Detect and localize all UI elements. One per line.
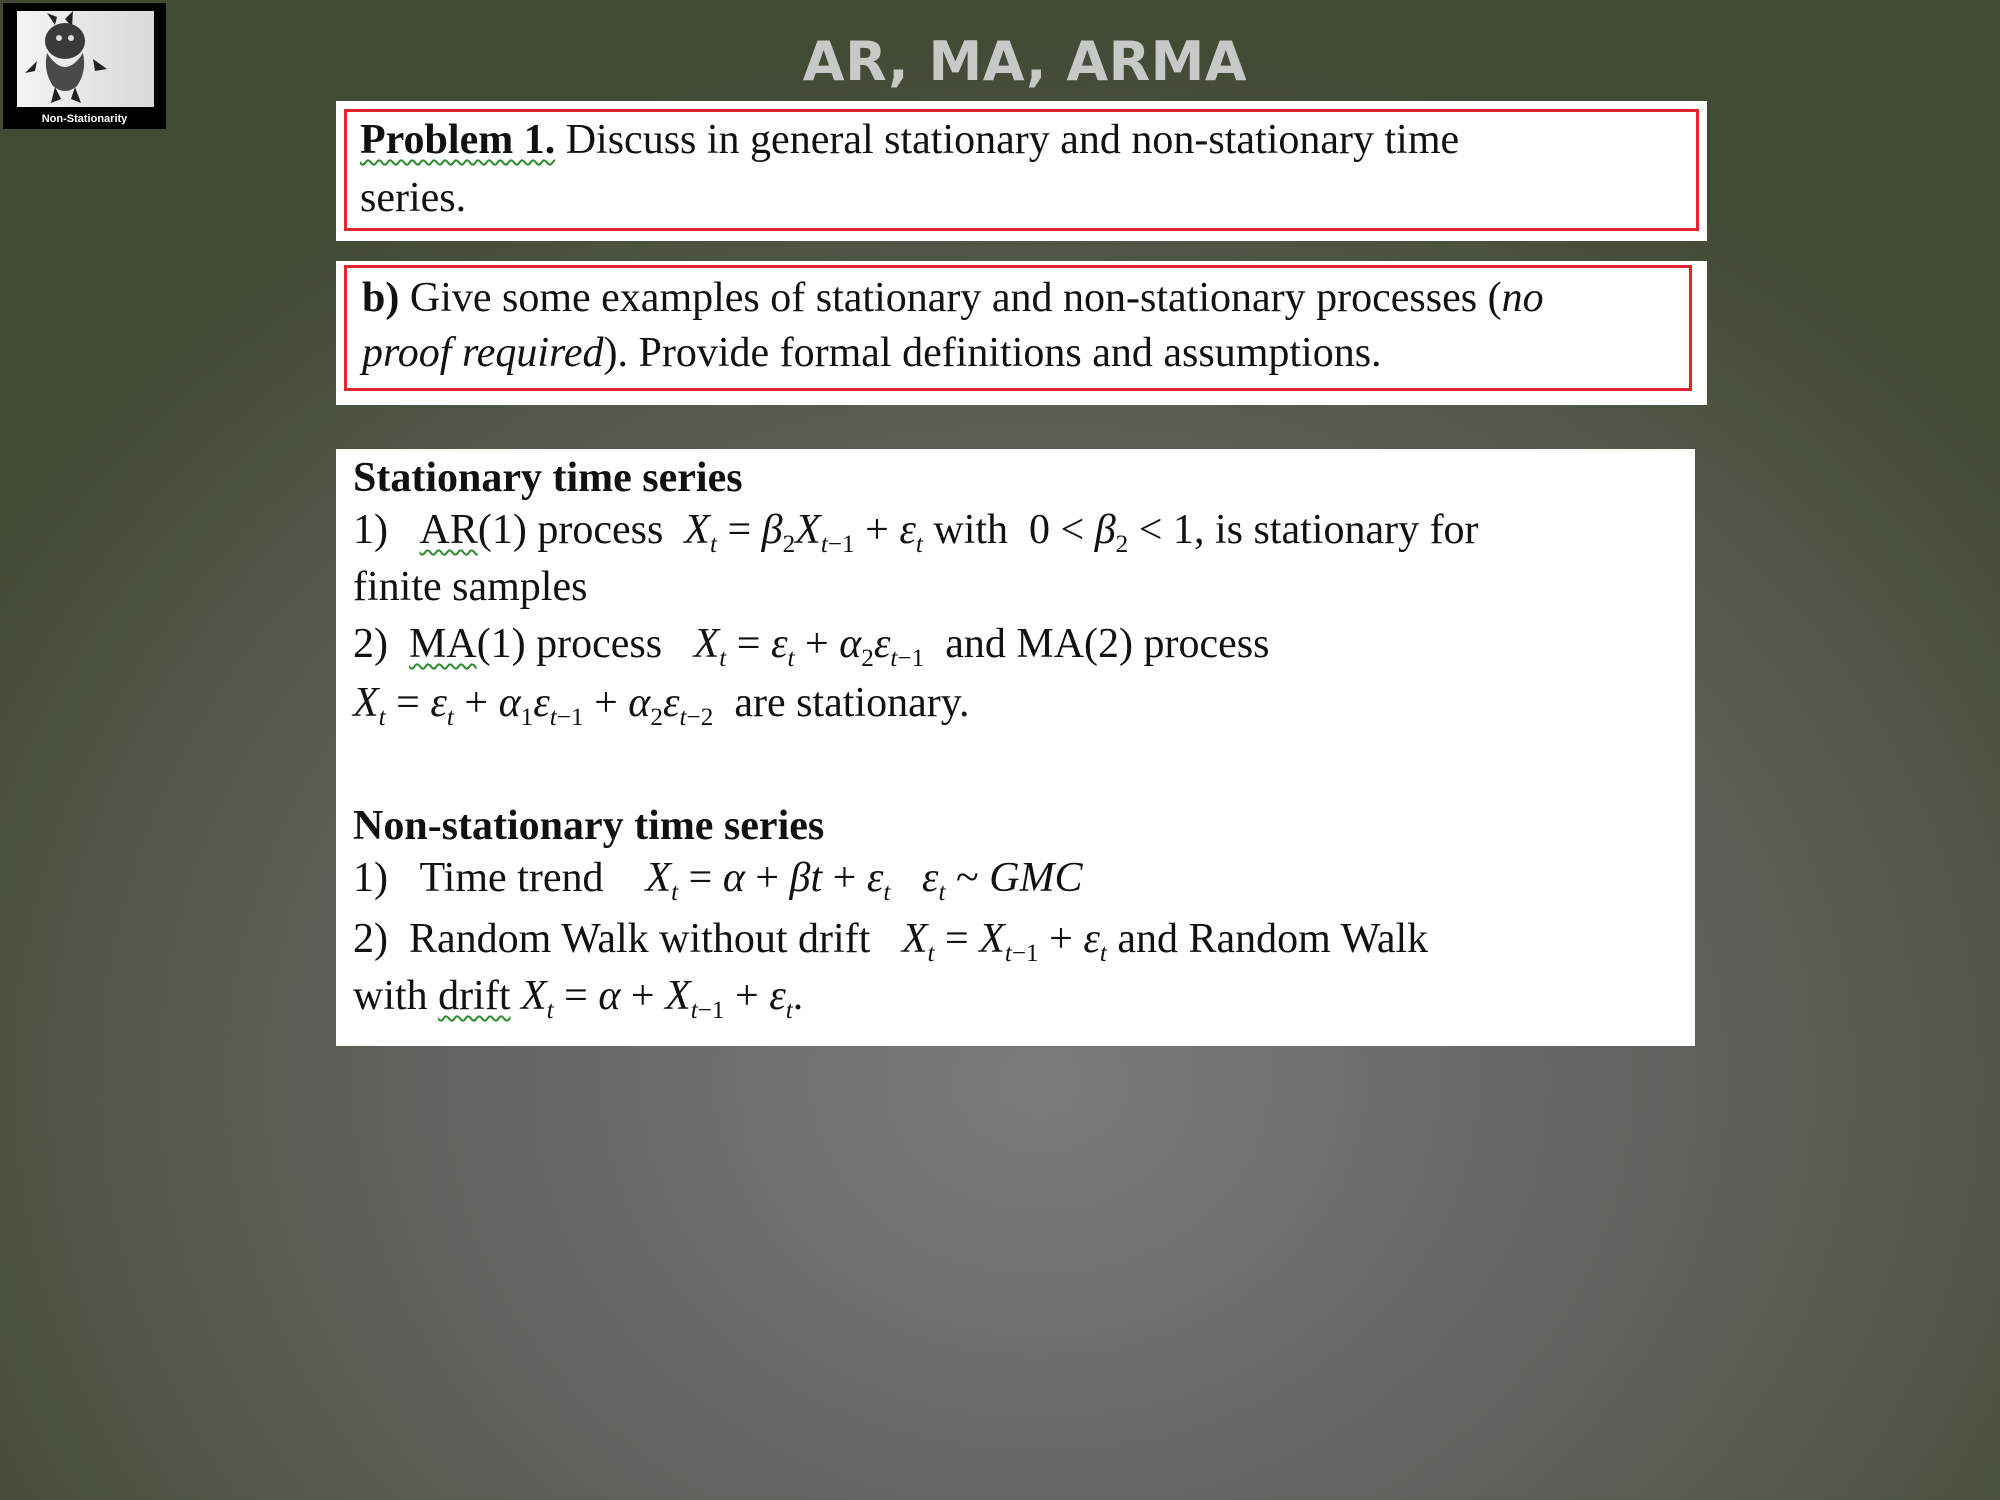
stationary-tail: , is stationary for (1193, 507, 1479, 553)
ma1-equation: $X_t = \varepsilon_t + \alpha_2\varepsilon_{t-1}$ (693, 621, 925, 672)
slide-title: AR, MA, ARMA (802, 30, 1248, 93)
answer-panel (336, 449, 1695, 1046)
problem-line-2: series. (360, 175, 467, 221)
stationary-heading: Stationary time series (353, 455, 743, 501)
random-walk-and-text: and Random Walk (1106, 916, 1429, 962)
item-number: 1) (353, 855, 388, 901)
ma2-equation: $X_t = \varepsilon_t + \alpha_1\varepsilon_{t-1} + \alpha_2\varepsilon_{t-2}$ (353, 680, 714, 731)
random-walk-drift-equation: $X_t = \alpha + X_{t-1} + \varepsilon_t$ (520, 973, 793, 1024)
nonstationary-item-2 (353, 914, 1428, 969)
time-trend-label: Time trend (419, 855, 604, 901)
ma2-text: and MA(2) process (934, 621, 1270, 667)
drift-word: drift (438, 973, 511, 1019)
period: . (792, 973, 804, 1019)
part-b-line-1 (362, 273, 1544, 323)
problem-line-1 (360, 115, 1459, 165)
ma-label: MA (409, 621, 477, 667)
stationary-item-1 (353, 505, 1479, 560)
nonstationary-heading: Non-stationary time series (353, 803, 825, 849)
item-number: 2) (353, 916, 388, 962)
part-b-line-2 (362, 328, 1382, 378)
ma-label-rest: (1) process (476, 621, 663, 667)
part-b-text: Give some examples of stationary and non-stationary processes ( (399, 275, 1502, 321)
with-text: with (353, 973, 439, 1019)
are-stationary-text: are stationary. (723, 680, 970, 726)
stationary-item-2-cont (353, 678, 969, 733)
nonstationary-item-1 (353, 853, 1083, 908)
part-b-text-2: ). Provide formal definitions and assumptions. (603, 330, 1382, 376)
part-b-italic-proof: proof required (362, 330, 604, 376)
ar-label: AR (419, 507, 478, 553)
with-text: with (922, 507, 1019, 553)
random-walk-equation: $X_t = X_{t-1} + \varepsilon_t$ (901, 916, 1107, 967)
problem-label: Problem 1. (360, 117, 556, 163)
stationary-item-1-cont: finite samples (353, 564, 588, 610)
item-number: 1) (353, 507, 388, 553)
problem-panel (336, 101, 1707, 241)
ar-label-rest: (1) process (477, 507, 664, 553)
part-b-panel (336, 261, 1707, 405)
part-b-label: b) (362, 275, 400, 321)
ar1-condition: $0 < \beta_2 < 1$ (1029, 507, 1194, 558)
part-b-italic-no: no (1501, 275, 1544, 321)
item-number: 2) (353, 621, 388, 667)
random-walk-label: Random Walk without drift (409, 916, 871, 962)
problem-text: Discuss in general stationary and non-stationary time (555, 117, 1460, 163)
time-trend-equation: $X_t = \alpha + \beta t + \varepsilon_t$ $\varepsilon_t$ ~ GMC (645, 855, 1083, 906)
stationary-item-2 (353, 619, 1269, 674)
ar1-equation: $X_t = \beta_2X_{t-1} + \varepsilon_t$ (684, 507, 923, 558)
logo-caption: Non-Stationarity (41, 113, 128, 125)
nonstationary-item-2-cont (353, 971, 803, 1026)
